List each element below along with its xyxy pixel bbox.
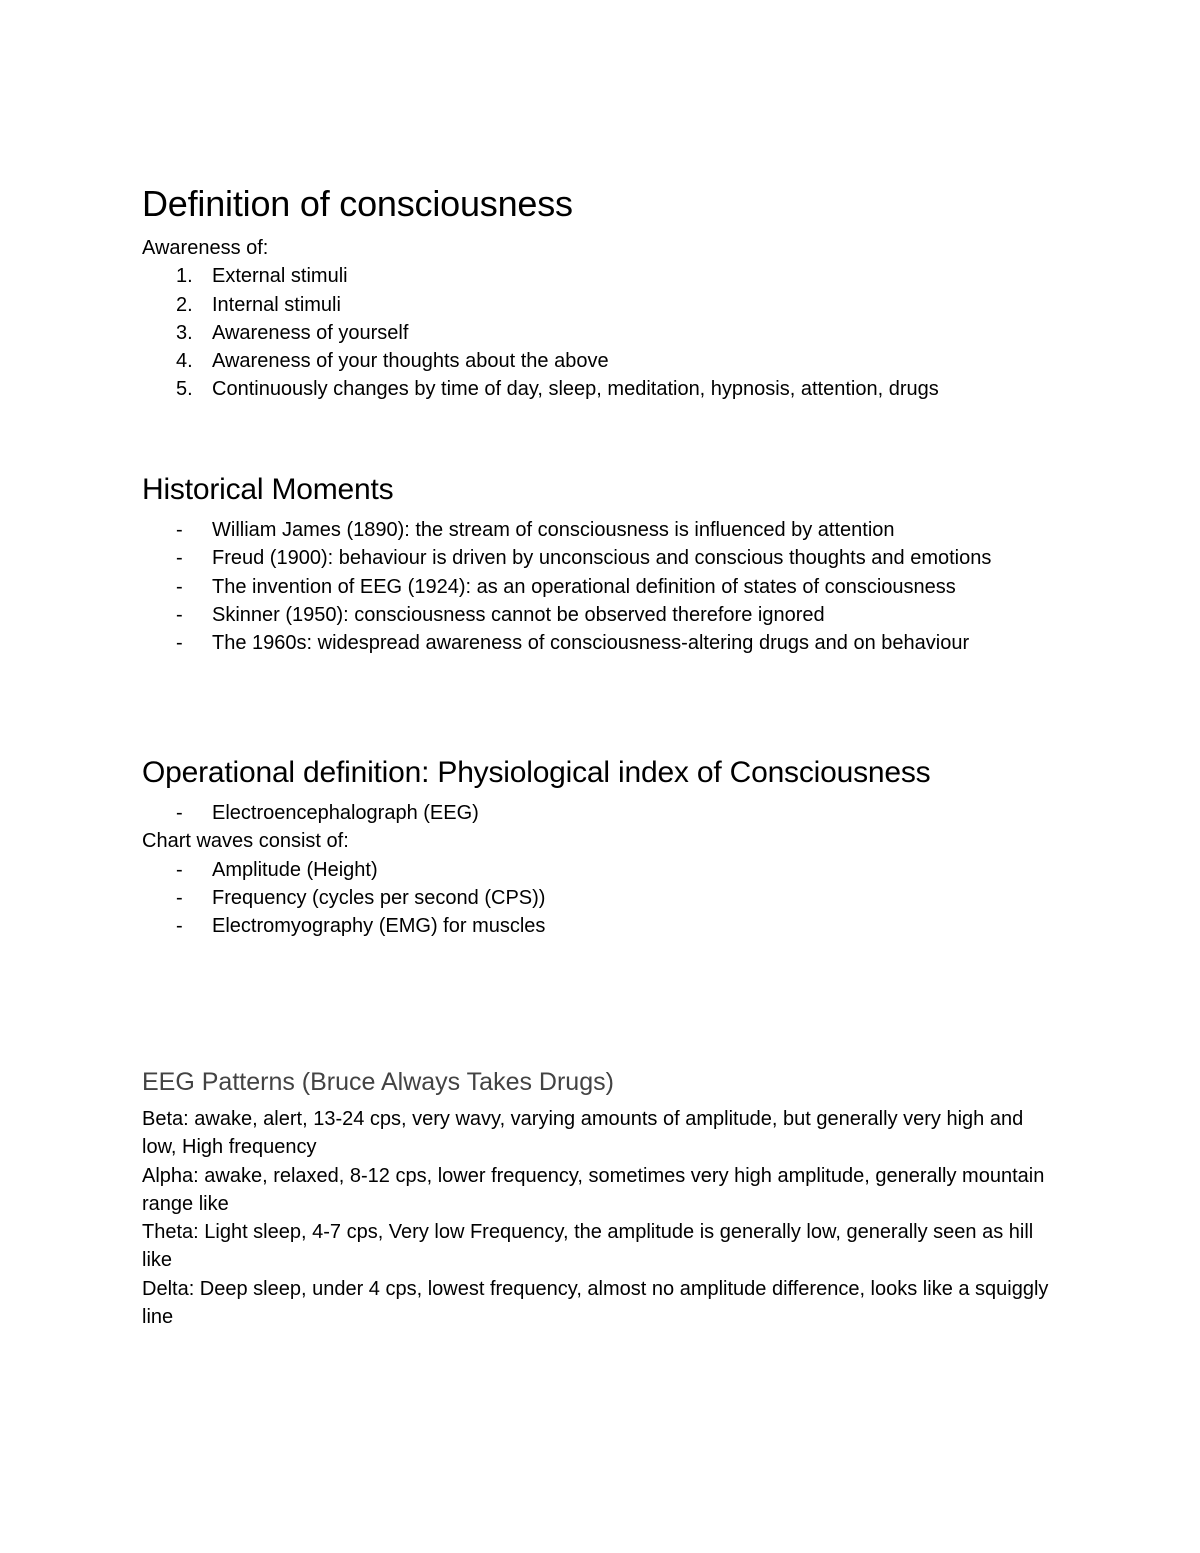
operational-section xyxy=(142,754,1072,940)
list-item xyxy=(142,799,1072,827)
operational-list xyxy=(142,856,1072,941)
historical-section xyxy=(142,471,1072,657)
definition-section xyxy=(142,182,1072,404)
historical-list xyxy=(142,516,1072,657)
list-marker: 5. xyxy=(176,378,193,401)
list-item-text: Electroencephalograph (EEG) xyxy=(212,802,479,824)
list-item-text: The invention of EEG (1924): as an operational definition of states of consciousness xyxy=(212,575,956,598)
list-marker: 4. xyxy=(176,350,193,373)
list-item-text: Awareness of your thoughts about the above xyxy=(212,350,609,373)
definition-heading: Definition of consciousness xyxy=(142,183,573,224)
list-marker: - xyxy=(176,547,183,570)
eeg-paragraph-beta: Beta: awake, alert, 13-24 cps, very wavy, varying amounts of amplitude, but generally very high and low, High frequency xyxy=(142,1108,1024,1159)
list-item xyxy=(142,856,1072,884)
list-item xyxy=(142,884,1072,912)
list-item-text: External stimuli xyxy=(212,265,348,288)
list-item-text: Amplitude (Height) xyxy=(212,858,378,881)
eeg-paragraphs xyxy=(142,1105,1062,1331)
list-item xyxy=(142,629,1072,657)
list-item xyxy=(142,319,1072,347)
list-item xyxy=(142,573,1072,601)
eeg-section xyxy=(142,1066,1062,1331)
eeg-paragraph-theta: Theta: Light sleep, 4-7 cps, Very low Frequency, the amplitude is generally low, generally seen as hill like xyxy=(142,1221,1034,1272)
eeg-paragraph-alpha: Alpha: awake, relaxed, 8-12 cps, lower frequency, sometimes very high amplitude, generally mountain range like xyxy=(142,1164,1045,1215)
operational-intro: Chart waves consist of: xyxy=(142,830,349,853)
list-item-text: Awareness of yourself xyxy=(212,321,409,344)
list-item-text: Continuously changes by time of day, sleep, meditation, hypnosis, attention, drugs xyxy=(212,378,939,401)
list-marker: - xyxy=(176,603,183,626)
list-item xyxy=(142,291,1072,319)
definition-intro: Awareness of: xyxy=(142,237,269,259)
operational-top-list xyxy=(142,799,1072,827)
list-marker: 2. xyxy=(176,293,193,316)
list-marker: - xyxy=(176,632,183,655)
list-item xyxy=(142,262,1072,290)
list-marker: 3. xyxy=(176,321,193,344)
list-marker: - xyxy=(176,915,183,938)
historical-heading: Historical Moments xyxy=(142,473,394,506)
list-marker: - xyxy=(176,519,183,541)
list-item xyxy=(142,347,1072,375)
list-item-text: The 1960s: widespread awareness of consciousness-altering drugs and on behaviour xyxy=(212,632,970,655)
definition-list xyxy=(142,262,1072,403)
eeg-paragraph-delta: Delta: Deep sleep, under 4 cps, lowest frequency, almost no amplitude difference, looks like a squiggly line xyxy=(142,1277,1049,1329)
list-item xyxy=(142,912,1072,940)
list-item-text: Skinner (1950): consciousness cannot be observed therefore ignored xyxy=(212,603,825,626)
list-marker: - xyxy=(176,802,183,824)
list-item xyxy=(142,544,1072,572)
list-marker: 1. xyxy=(176,265,193,288)
list-item-text: William James (1890): the stream of consciousness is influenced by attention xyxy=(212,519,895,541)
list-item xyxy=(142,601,1072,629)
list-item-text: Electromyography (EMG) for muscles xyxy=(212,915,546,938)
list-marker: - xyxy=(176,575,183,598)
eeg-heading: EEG Patterns (Bruce Always Takes Drugs) xyxy=(142,1068,614,1096)
list-item-text: Frequency (cycles per second (CPS)) xyxy=(212,886,546,909)
operational-heading: Operational definition: Physiological index of Consciousness xyxy=(142,756,931,789)
list-item-text: Freud (1900): behaviour is driven by unconscious and conscious thoughts and emotions xyxy=(212,547,992,570)
list-item xyxy=(142,516,1072,544)
list-item-text: Internal stimuli xyxy=(212,293,341,316)
list-item xyxy=(142,375,1072,403)
list-marker: - xyxy=(176,886,183,909)
list-marker: - xyxy=(176,858,183,881)
